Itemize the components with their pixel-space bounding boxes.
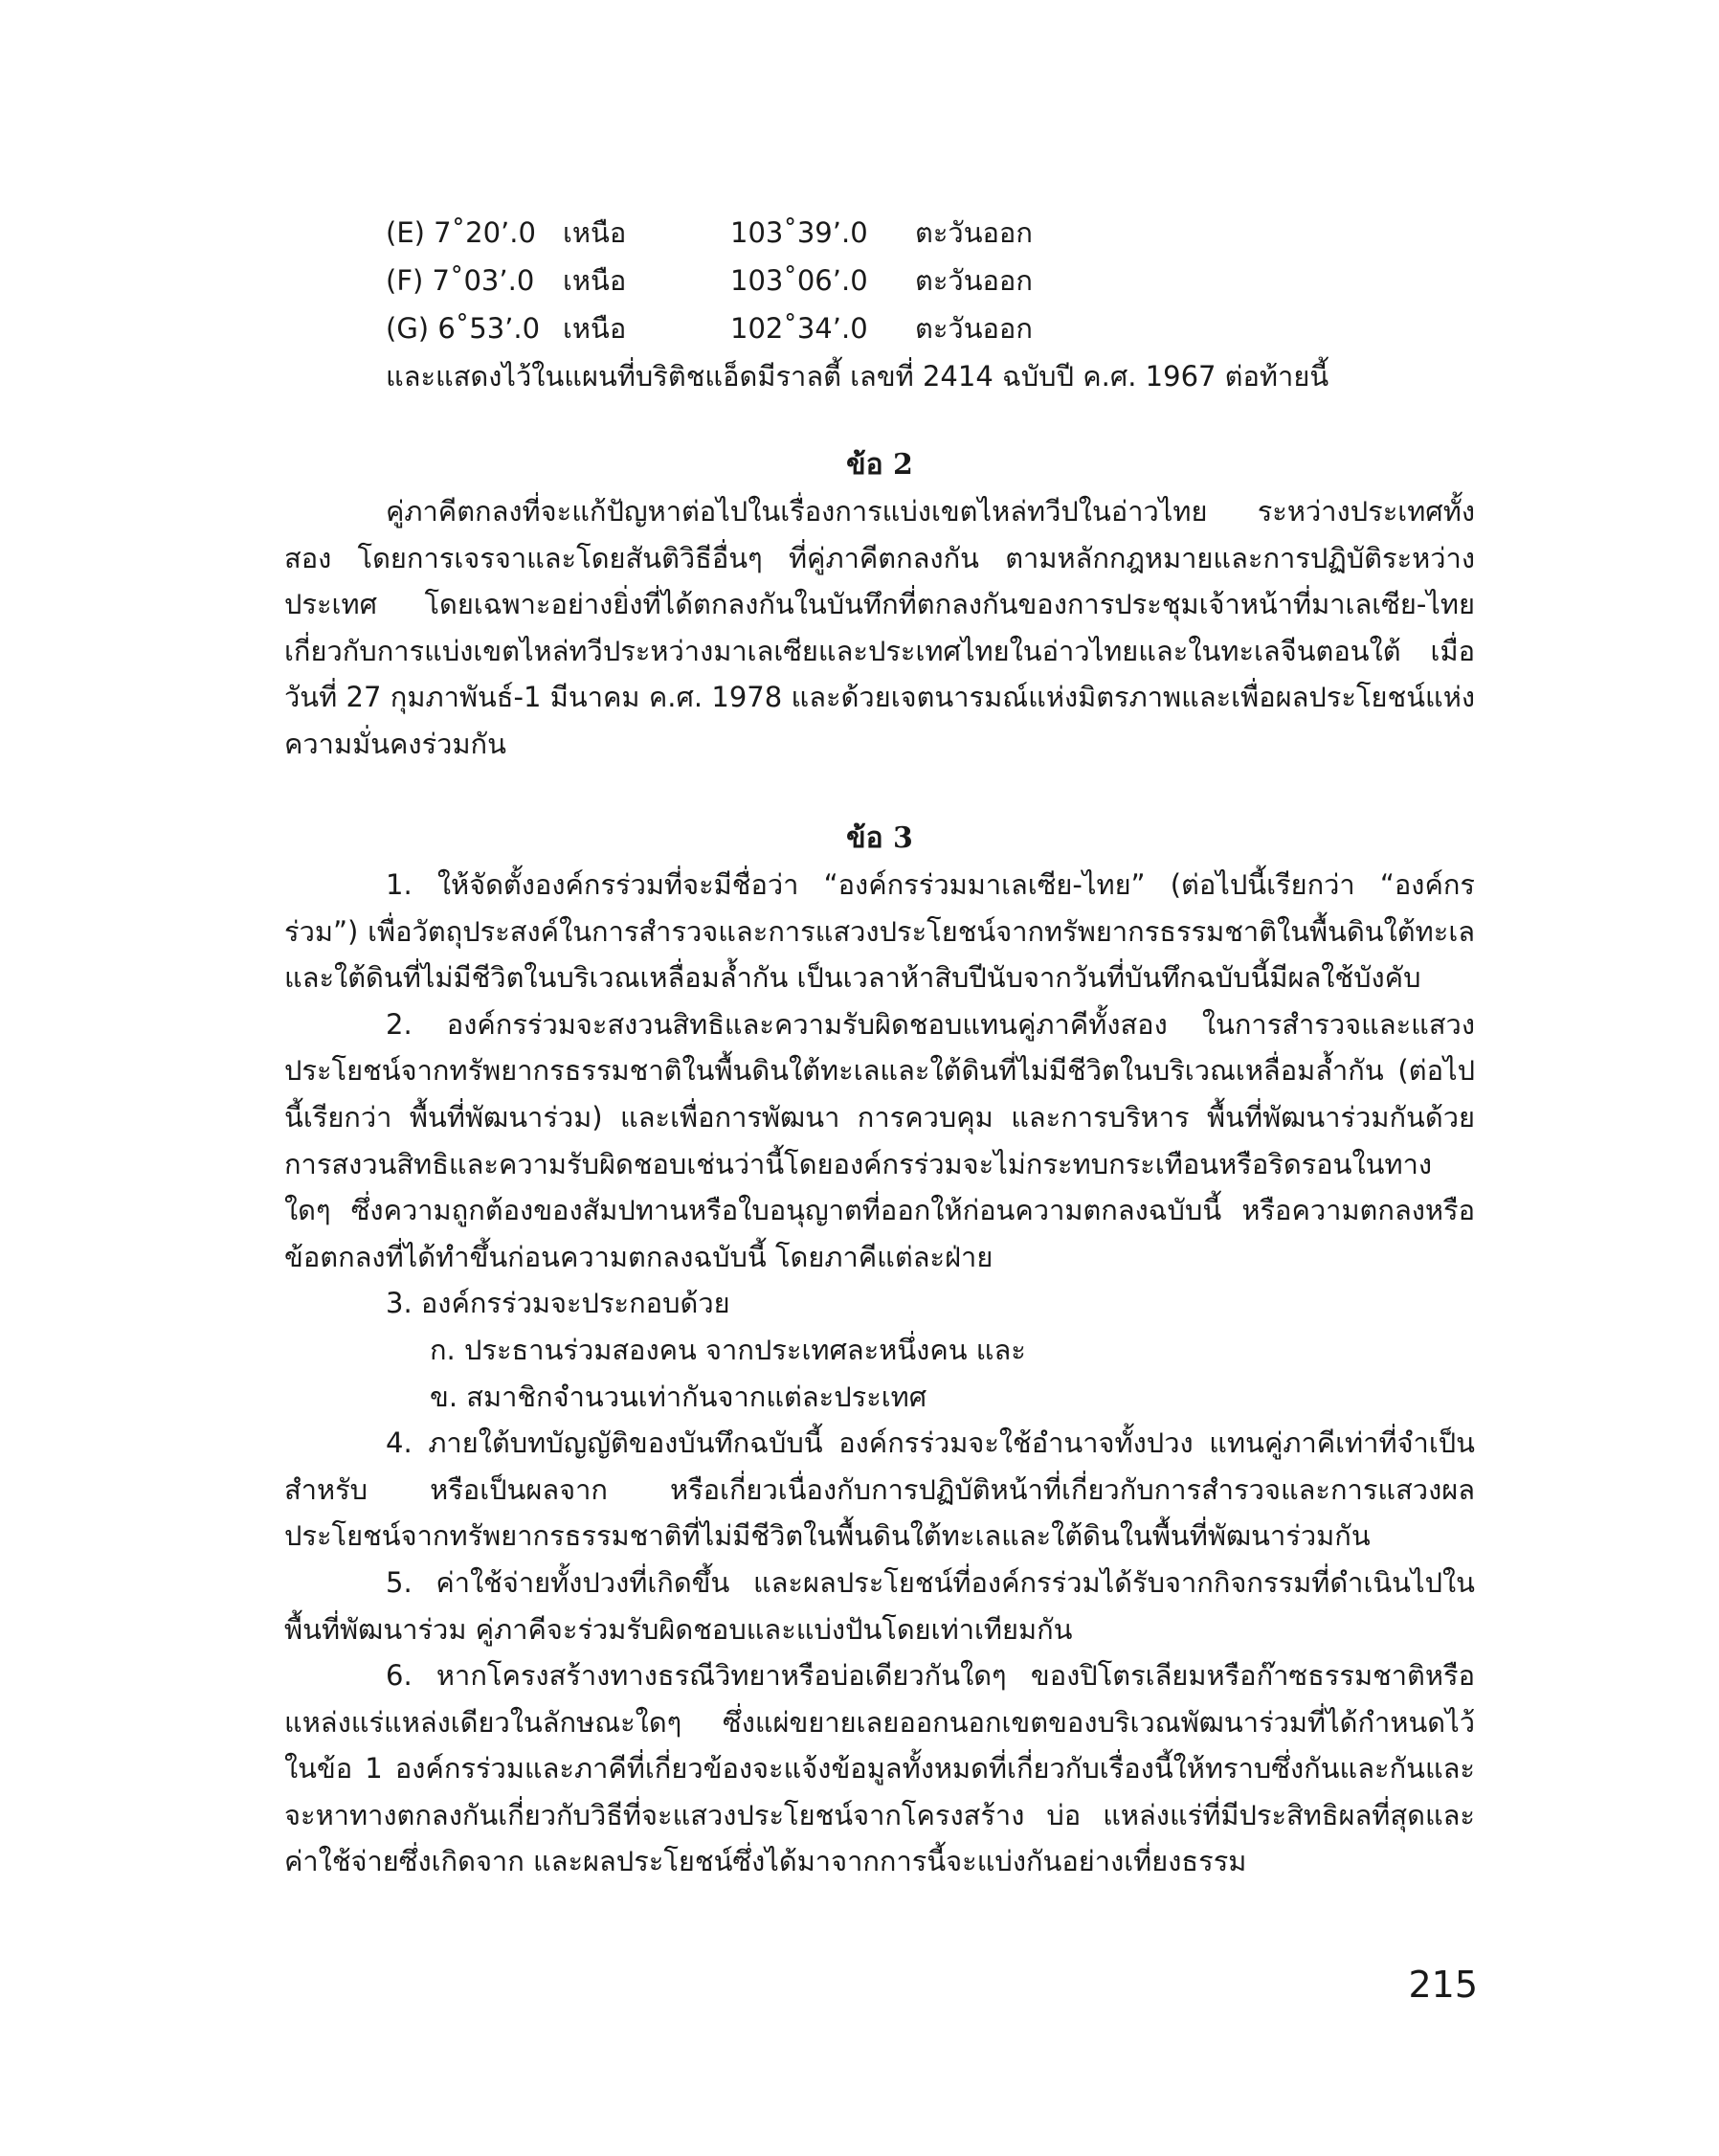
coordinate-row: [386, 304, 1328, 352]
coordinate-row: [386, 257, 1328, 304]
latitude-direction: เหนือ: [563, 216, 627, 249]
clause-3-item-2: 2. องค์กรร่วมจะสงวนสิทธิและความรับผิดชอบแทนคู่ภาคีทั้งสอง ในการสำรวจและแสวงประโยชน์จากทรัพยากรธรรมชาติในพื้นดินใต้ทะเลและใต้ดินที่ไม่มีชีวิตในบริเวณเหลื่อมล้ำกัน (ต่อไปนี้เรียกว่า พื้นที่พัฒนาร่วม) และเพื่อการพัฒนา การควบคุม และการบริหาร พื้นที่พัฒนาร่วมกันด้วยการสงวนสิทธิและความรับผิดชอบเช่นว่านี้โดยองค์กรร่วมจะไม่กระทบกระเทือนหรือริดรอนในทางใดๆ ซึ่งความถูกต้องของสัมปทานหรือใบอนุญาตที่ออกให้ก่อนความตกลงฉบับนี้ หรือความตกลงหรือข้อตกลงที่ได้ทำขึ้นก่อนความตกลงฉบับนี้ โดยภาคีแต่ละฝ่าย: [284, 1007, 1475, 1273]
map-reference-note: และแสดงไว้ในแผนที่บริติชแอ็ดมีราลตี้ เลขที่ 2414 ฉบับปี ค.ศ. 1967 ต่อท้ายนี้: [386, 360, 1329, 393]
latitude-direction: เหนือ: [563, 264, 627, 297]
point-latitude: (G) 6˚53’.0: [386, 312, 541, 345]
point-latitude: (E) 7˚20’.0: [386, 216, 536, 249]
point-longitude: 102˚34’.0: [730, 312, 868, 345]
clause-3-item-1: 1. ให้จัดตั้งองค์กรร่วมที่จะมีชื่อว่า “องค์กรร่วมมาเลเซีย-ไทย” (ต่อไปนี้เรียกว่า “องค์กรร่วม”) เพื่อวัตถุประสงค์ในการสำรวจและการแสวงประโยชน์จากทรัพยากรธรรมชาติในพื้นดินใต้ทะเลและใต้ดินที่ไม่มีชีวิตในบริเวณเหลื่อมล้ำกัน เป็นเวลาห้าสิบปีนับจากวันที่บันทึกฉบับนี้มีผลใช้บังคับ: [284, 868, 1475, 995]
clause-3-item-6: 6. หากโครงสร้างทางธรณีวิทยาหรือบ่อเดียวกันใดๆ ของปิโตรเลียมหรือก๊าซธรรมชาติหรือแหล่งแร่แหล่งเดียวในลักษณะใดๆ ซึ่งแผ่ขยายเลยออกนอกเขตของบริเวณพัฒนาร่วมที่ได้กำหนดไว้ในข้อ 1 องค์กรร่วมและภาคีที่เกี่ยวข้องจะแจ้งข้อมูลทั้งหมดที่เกี่ยวกับเรื่องนี้ให้ทราบซึ่งกันและกันและจะหาทางตกลงกันเกี่ยวกับวิธีที่จะแสวงประโยชน์จากโครงสร้าง บ่อ แหล่งแร่ที่มีประสิทธิผลที่สุดและค่าใช้จ่ายซึ่งเกิดจาก และผลประโยชน์ซึ่งได้มาจากการนี้จะแบ่งกันอย่างเที่ยงธรรม: [284, 1659, 1475, 1878]
clause-3-title: ข้อ 3: [846, 821, 913, 855]
page-number: 215: [1408, 1964, 1478, 2006]
clause-2-title: ข้อ 2: [846, 448, 913, 482]
clause-3-item-3: 3. องค์กรร่วมจะประกอบด้วย: [386, 1287, 730, 1320]
clause-2-paragraph: คู่ภาคีตกลงที่จะแก้ปัญหาต่อไปในเรื่องการแบ่งเขตไหล่ทวีปในอ่าวไทย ระหว่างประเทศทั้งสอง โดยการเจรจาและโดยสันติวิธีอื่นๆ ที่คู่ภาคีตกลงกัน ตามหลักกฎหมายและการปฏิบัติระหว่างประเทศ โดยเฉพาะอย่างยิ่งที่ได้ตกลงกันในบันทึกที่ตกลงกันของการประชุมเจ้าหน้าที่มาเลเซีย-ไทยเกี่ยวกับการแบ่งเขตไหล่ทวีประหว่างมาเลเซียและประเทศไทยในอ่าวไทยและในทะเลจีนตอนใต้ เมื่อวันที่ 27 กุมภาพันธ์-1 มีนาคม ค.ศ. 1978 และด้วยเจตนารมณ์แห่งมิตรภาพและเพื่อผลประโยชน์แห่งความมั่นคงร่วมกัน: [284, 495, 1475, 760]
clause-3: [284, 816, 1475, 1885]
longitude-direction: ตะวันออก: [915, 264, 1033, 297]
point-latitude: (F) 7˚03’.0: [386, 264, 535, 297]
clause-2: [284, 442, 1475, 768]
coordinate-list: [386, 209, 1328, 400]
clause-3-item-3b: ข. สมาชิกจำนวนเท่ากันจากแต่ละประเทศ: [430, 1380, 927, 1413]
clause-3-item-3a: ก. ประธานร่วมสองคน จากประเทศละหนึ่งคน และ: [430, 1333, 1026, 1366]
coordinate-row: [386, 209, 1328, 257]
clause-3-item-5: 5. ค่าใช้จ่ายทั้งปวงที่เกิดขึ้น และผลประโยชน์ที่องค์กรร่วมได้รับจากกิจกรรมที่ดำเนินไปในพื้นที่พัฒนาร่วม คู่ภาคีจะร่วมรับผิดชอบและแบ่งปันโดยเท่าเทียมกัน: [284, 1565, 1475, 1646]
longitude-direction: ตะวันออก: [915, 216, 1033, 249]
clause-3-item-4: 4. ภายใต้บทบัญญัติของบันทึกฉบับนี้ องค์กรร่วมจะใช้อำนาจทั้งปวง แทนคู่ภาคีเท่าที่จำเป็นสำหรับ หรือเป็นผลจาก หรือเกี่ยวเนื่องกับการปฏิบัติหน้าที่เกี่ยวกับการสำรวจและการแสวงผลประโยชน์จากทรัพยากรธรรมชาติที่ไม่มีชีวิตในพื้นดินใต้ทะเลและใต้ดินในพื้นที่พัฒนาร่วมกัน: [284, 1426, 1475, 1553]
point-longitude: 103˚06’.0: [730, 264, 868, 297]
latitude-direction: เหนือ: [563, 312, 627, 345]
longitude-direction: ตะวันออก: [915, 312, 1033, 345]
point-longitude: 103˚39’.0: [730, 216, 868, 249]
